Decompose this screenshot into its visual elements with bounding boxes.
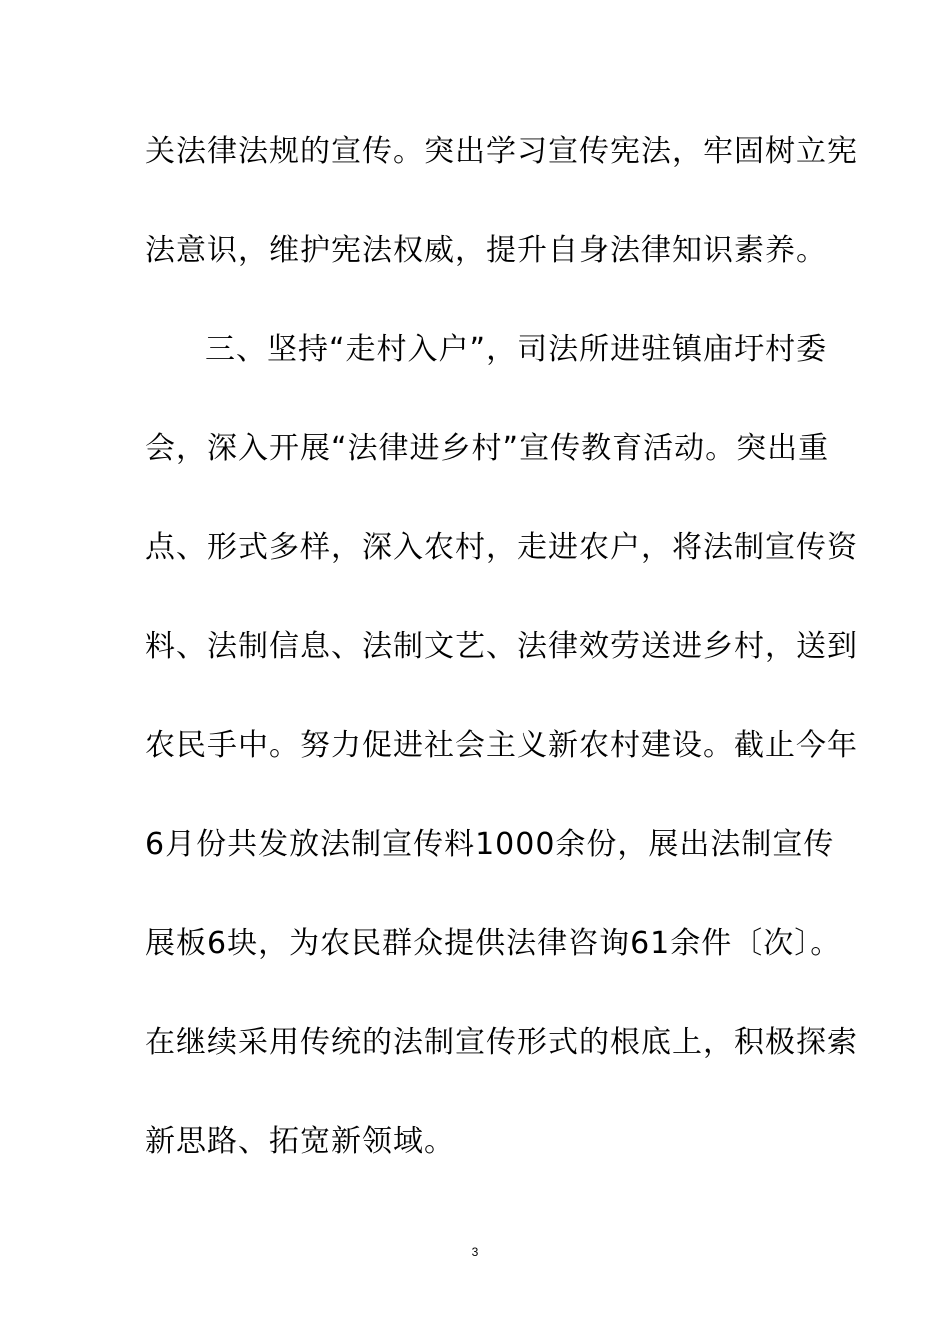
body-text-line: 点、形式多样，深入农村，走进农户，将法制宣传资 [145, 530, 858, 565]
body-text-line: 三、坚持“走村入户”，司法所进驻镇庙圩村委 [205, 332, 828, 367]
body-text-line: 农民手中。努力促进社会主义新农村建设。截止今年 [145, 728, 858, 763]
body-text-line: 会，深入开展“法律进乡村”宣传教育活动。突出重 [145, 431, 830, 466]
body-text-line: 6月份共发放法制宣传料1000余份，展出法制宣传 [145, 827, 835, 862]
body-text-line: 展板6块，为农民群众提供法律咨询61余件〔次〕。 [145, 926, 842, 961]
page-number: 3 [471, 1245, 479, 1259]
body-text-line: 关法律法规的宣传。突出学习宣传宪法，牢固树立宪 [145, 134, 858, 169]
body-text-line: 法意识，维护宪法权威，提升自身法律知识素养。 [145, 233, 827, 268]
body-text-line: 新思路、拓宽新领域。 [145, 1124, 455, 1159]
body-text-line: 在继续采用传统的法制宣传形式的根底上，积极探索 [145, 1025, 858, 1060]
body-text-line: 料、法制信息、法制文艺、法律效劳送进乡村，送到 [145, 629, 858, 664]
